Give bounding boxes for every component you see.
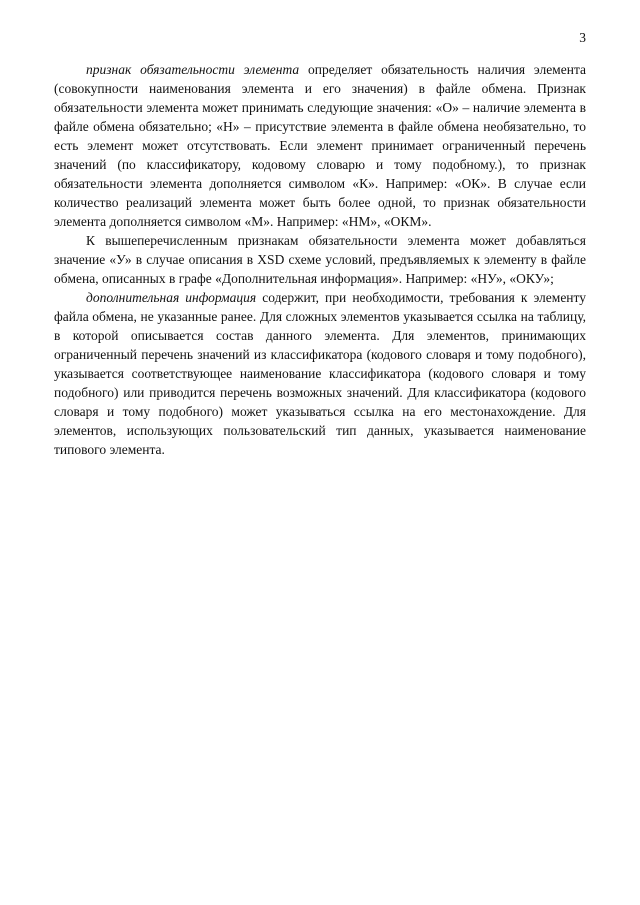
paragraph-additional-info: [54, 288, 586, 459]
term-additional-info: дополнительная информация: [86, 290, 257, 305]
paragraph-text: содержит, при необходимости, требования к элементу файла обмена, не указанные ранее. Для сложных элементов указывается ссылка на таблицу, в которой описывается состав данного элемента. Для элементов, принимающих ограниченный перечень значений из классификатора (кодового словаря и тому подобного), указывается соответствующее наименование классификатора (кодового словаря и тому подобного) или приводится перечень возможных значений. Для классификатора (кодового словаря и тому подобного) может указываться ссылка на его местонахождение. Для элементов, использующих пользовательский тип данных, указывается наименование типового элемента.: [54, 290, 587, 457]
paragraph-text: К вышеперечисленным признакам обязательности элемента может добавляться значение «У» в случае описания в XSD схеме условий, предъявляемых к элементу в файле обмена, описанных в графе «Дополнительная информация». Например: «НУ», «ОКУ»;: [54, 233, 586, 286]
paragraph-mandatory-sign: [54, 60, 586, 231]
term-mandatory-sign: признак обязательности элемента: [86, 62, 300, 77]
paragraph-additional-value: [54, 231, 586, 288]
paragraph-text: определяет обязательность наличия элемента (совокупности наименования элемента и его значения) в файле обмена. Признак обязательности элемента может принимать следующие значения: «О» – наличие элемента в файле обмена обязательно; «Н» – присутствие элемента в файле обмена необязательно, то есть элемент может отсутствовать. Если элемент принимает ограниченный перечень значений (по классификатору, кодовому словарю и тому подобному.), то признак обязательности элемента дополняется символом «К». Например: «ОК». В случае если количество реализаций элемента может быть более одной, то признак обязательности элемента дополняется символом «М». Например: «НМ», «ОКМ».: [54, 62, 587, 229]
page-number: 3: [579, 30, 586, 45]
document-body: [54, 60, 586, 459]
